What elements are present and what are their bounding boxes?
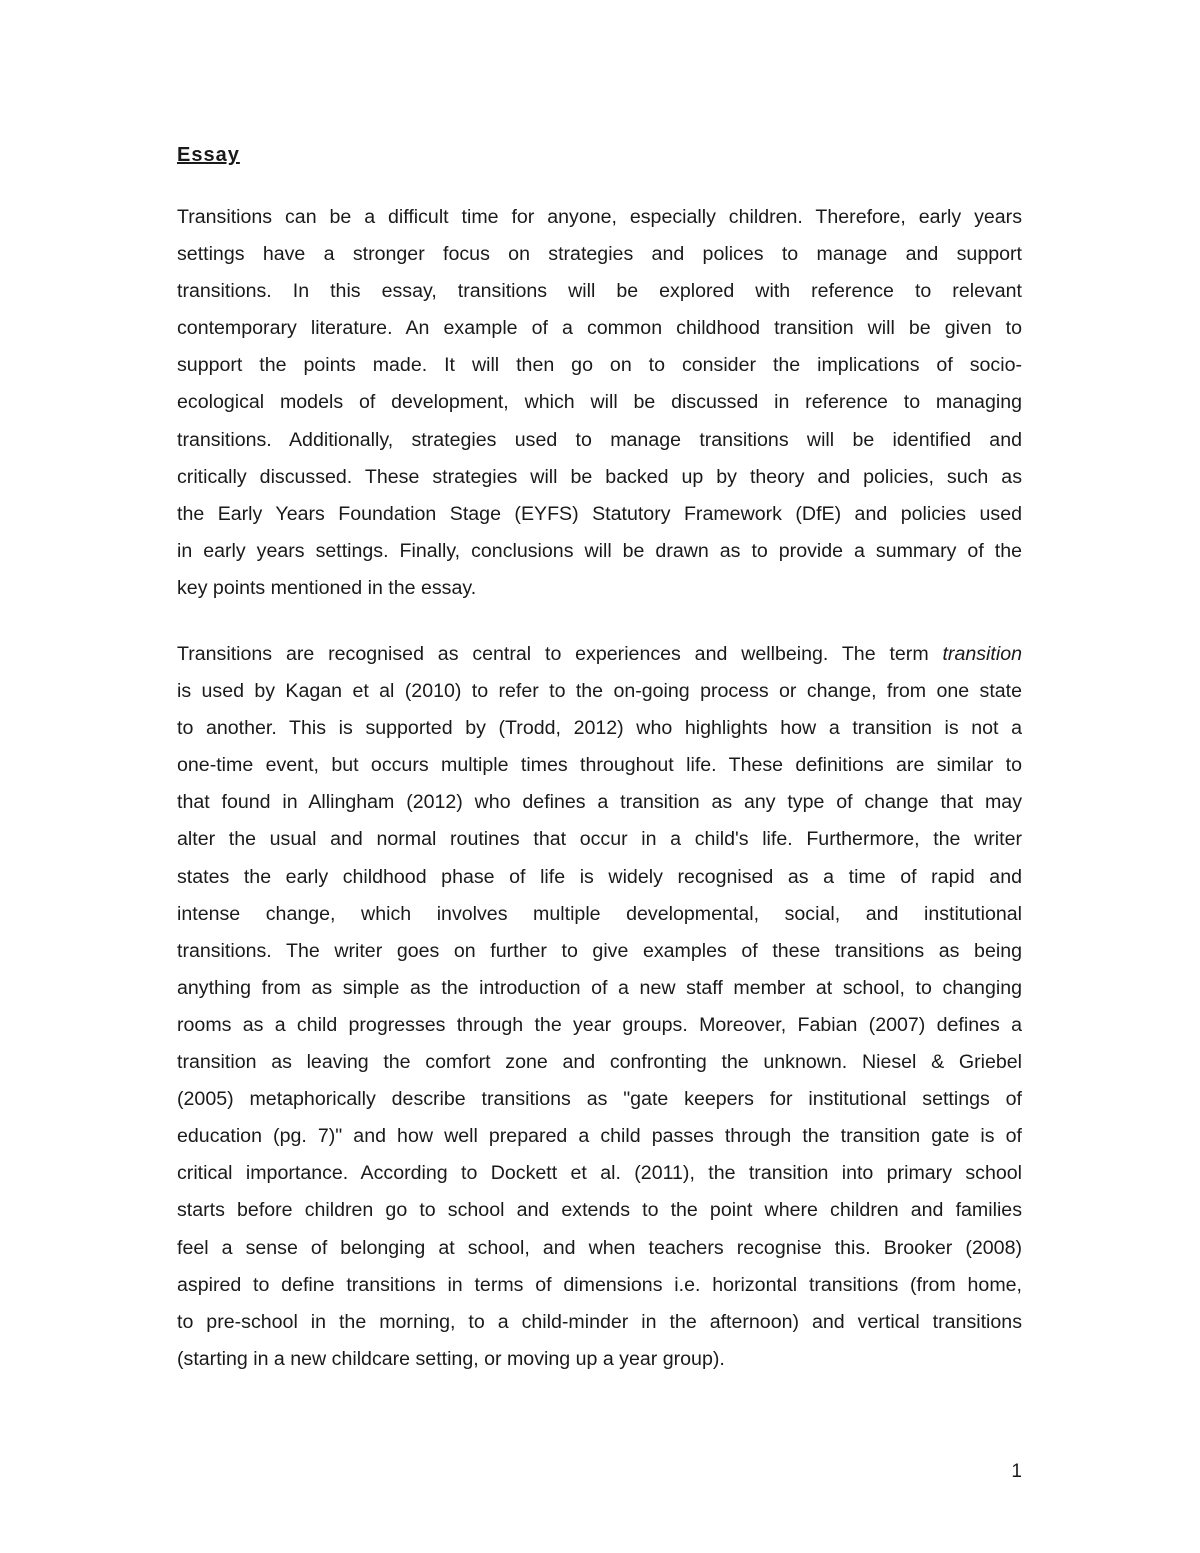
paragraph-line: alter the usual and normal routines that occur in a child's life. Furthermore, the writer bbox=[177, 828, 1022, 851]
italic-term: transition bbox=[942, 643, 1022, 665]
paragraph-first-line bbox=[177, 636, 1022, 673]
paragraph-line: is used by Kagan et al (2010) to refer to the on-going process or change, from one state bbox=[177, 680, 1022, 703]
paragraph-line: transitions. Additionally, strategies used to manage transitions will be identified and bbox=[177, 428, 1022, 451]
paragraph-line: Transitions can be a difficult time for anyone, especially children. Therefore, early years bbox=[177, 206, 1022, 228]
paragraph-line: (starting in a new childcare setting, or moving up a year group). bbox=[177, 1347, 725, 1370]
paragraph-line: critically discussed. These strategies will be backed up by theory and policies, such as bbox=[177, 465, 1022, 488]
paragraph-line: settings have a stronger focus on strategies and polices to manage and support bbox=[177, 243, 1022, 266]
paragraph-line: in early years settings. Finally, conclusions will be drawn as to provide a summary of the bbox=[177, 539, 1022, 562]
paragraph-line: to pre-school in the morning, to a child-minder in the afternoon) and vertical transitions bbox=[177, 1310, 1022, 1333]
paragraph-line: critical importance. According to Dockett et al. (2011), the transition into primary school bbox=[177, 1162, 1022, 1185]
paragraph-line: support the points made. It will then go on to consider the implications of socio- bbox=[177, 354, 1022, 377]
paragraph-line: key points mentioned in the essay. bbox=[177, 576, 477, 599]
paragraph-line: ecological models of development, which will be discussed in reference to managing bbox=[177, 391, 1022, 414]
paragraph-line: anything from as simple as the introduction of a new staff member at school, to changing bbox=[177, 976, 1022, 999]
paragraph-line: (2005) metaphorically describe transitions as "gate keepers for institutional settings of bbox=[177, 1088, 1022, 1111]
paragraph-line: to another. This is supported by (Trodd, 2012) who highlights how a transition is not a bbox=[177, 717, 1022, 740]
paragraph-line: transitions. In this essay, transitions will be explored with reference to relevant bbox=[177, 280, 1022, 303]
paragraph-line: contemporary literature. An example of a common childhood transition will be given to bbox=[177, 317, 1022, 340]
paragraph-line: feel a sense of belonging at school, and when teachers recognise this. Brooker (2008) bbox=[177, 1236, 1022, 1259]
paragraph-introduction bbox=[177, 199, 1022, 607]
paragraph-line: transitions. The writer goes on further to give examples of these transitions as being bbox=[177, 939, 1022, 962]
paragraph-line: rooms as a child progresses through the year groups. Moreover, Fabian (2007) defines a bbox=[177, 1013, 1022, 1036]
paragraph-line: states the early childhood phase of life is widely recognised as a time of rapid and bbox=[177, 865, 1022, 888]
paragraph-line: transition as leaving the comfort zone and confronting the unknown. Niesel & Griebel bbox=[177, 1051, 1022, 1074]
page-number: 1 bbox=[1011, 1461, 1022, 1482]
paragraph-definitions bbox=[177, 636, 1022, 1378]
paragraph-line: aspired to define transitions in terms of dimensions i.e. horizontal transitions (from home, bbox=[177, 1273, 1022, 1296]
paragraph-line: one-time event, but occurs multiple times throughout life. These definitions are similar to bbox=[177, 754, 1022, 777]
paragraph-line: starts before children go to school and extends to the point where children and families bbox=[177, 1199, 1022, 1222]
first-line-text: Transitions are recognised as central to experiences and wellbeing. The term bbox=[177, 643, 943, 665]
paragraph-line: intense change, which involves multiple developmental, social, and institutional bbox=[177, 902, 1022, 925]
paragraph-line: the Early Years Foundation Stage (EYFS) Statutory Framework (DfE) and policies used bbox=[177, 502, 1022, 525]
essay-heading: Essay bbox=[177, 144, 240, 166]
paragraph-line: education (pg. 7)" and how well prepared a child passes through the transition gate is of bbox=[177, 1125, 1022, 1148]
paragraph-line: that found in Allingham (2012) who defines a transition as any type of change that may bbox=[177, 791, 1022, 814]
